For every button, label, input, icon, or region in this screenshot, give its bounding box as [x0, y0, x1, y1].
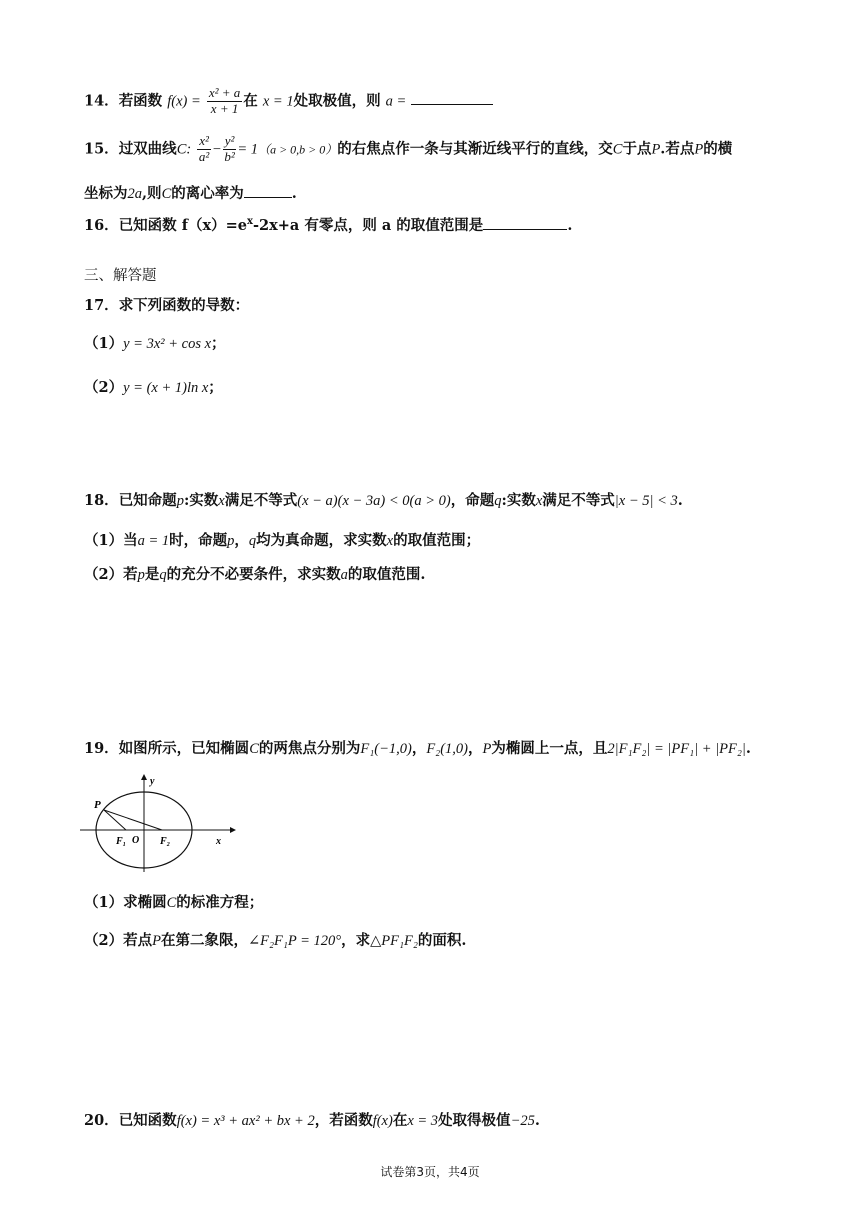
question-17-part-2: （2）y = (x + 1)ln x；	[84, 379, 223, 396]
question-number: 14．	[84, 92, 119, 110]
question-number: 18．	[84, 492, 119, 509]
question-19: 19．如图所示，已知椭圆C的两焦点分别为F₁(−1,0)，F₂(1,0)，P为椭圆上一点，且2|F₁F₂| = |PF₁| + |PF₂|.	[84, 740, 751, 757]
label-f2: F₂	[160, 836, 171, 847]
answer-blank[interactable]	[244, 183, 292, 198]
question-18: 18．已知命题p:实数x满足不等式(x − a)(x − 3a) < 0(a > 0)，命题q:实数x满足不等式|x − 5| < 3.	[84, 492, 683, 509]
question-number: 20．	[84, 1112, 119, 1129]
answer-blank[interactable]	[483, 215, 567, 230]
question-20: 20．已知函数f(x) = x³ + ax² + bx + 2，若函数f(x)在x = 3处取得极值−25.	[84, 1112, 540, 1129]
question-number: 17．	[84, 297, 119, 314]
label-f1: F₁	[116, 836, 127, 847]
label-o: O	[132, 835, 140, 846]
question-14: 14．若函数 f(x) = $\frac{\text{x² + a}}{x + 1}$ 在 x = 1处取极值，则 a =	[84, 86, 493, 117]
question-15: 15．过双曲线C: $\frac{\text{x²}}{\text{a²}}$ − $\frac{\text{y²}}{\text{b²}}$ = 1（a > 0,b > 0）的右焦点作一条与其渐近线平行的直线，交C于点P.若点P的横	[84, 133, 733, 164]
question-15-line2: 坐标为2a,则C的离心率为 .	[84, 185, 297, 202]
question-19-part-2: （2）若点P在第二象限，∠F₂F₁P = 120°，求△PF₁F₂的面积.	[84, 932, 467, 949]
question-18-part-2: （2）若p是q的充分不必要条件，求实数a的取值范围.	[84, 566, 426, 583]
answer-blank[interactable]	[411, 90, 493, 105]
question-number: 19．	[84, 740, 119, 757]
question-17-part-1: （1）y = 3x² + cos x；	[84, 335, 226, 352]
label-x: x	[216, 836, 221, 847]
function-expression: f(x) =	[167, 93, 201, 110]
fraction: $\frac{\text{x² + a}}{x + 1}$	[208, 85, 241, 116]
question-16: 16．已知函数 $f(x)=e^x-2x+a$ 有零点，则 a 的取值范围是 .	[84, 216, 573, 234]
question-17: 17．求下列函数的导数：	[84, 297, 250, 314]
segment-pf2	[104, 810, 162, 830]
question-number: 16．	[84, 217, 119, 234]
question-number: 15．	[84, 140, 119, 158]
y-axis-arrow	[141, 774, 147, 780]
question-18-part-1: （1）当a = 1时，命题p，q均为真命题，求实数x的取值范围；	[84, 532, 481, 549]
question-19-part-1: （1）求椭圆C的标准方程；	[84, 894, 264, 911]
segment-pf1	[104, 810, 126, 830]
ellipse-figure	[80, 772, 240, 882]
label-p: P	[94, 799, 101, 811]
label-y: y	[150, 776, 155, 787]
section-heading: 三、解答题	[84, 268, 157, 284]
page-footer: 试卷第3页，共4页	[380, 1165, 480, 1179]
x-axis-arrow	[230, 827, 236, 833]
